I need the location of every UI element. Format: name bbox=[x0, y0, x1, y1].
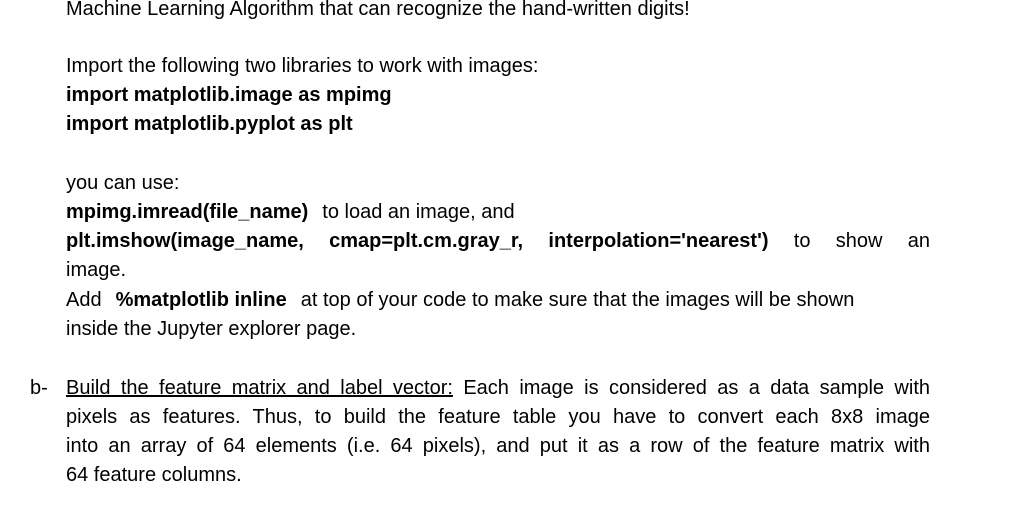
item-b-marker: b- bbox=[30, 377, 48, 399]
imread-desc: to load an image, and bbox=[322, 201, 515, 223]
item-b-heading: Build the feature matrix and label vector: bbox=[66, 377, 453, 399]
imshow-code: plt.imshow(image_name, cmap=plt.cm.gray_r, interpolation='nearest') bbox=[66, 230, 769, 252]
item-b-line1-rest: Each image is considered as a data sample with bbox=[463, 377, 930, 399]
import-line-plt: import matplotlib.pyplot as plt bbox=[66, 113, 353, 135]
magic-code: %matplotlib inline bbox=[115, 289, 287, 311]
you-can-use: you can use: bbox=[66, 172, 180, 194]
item-b-line-2: pixels as features. Thus, to build the feature table you have to convert each 8x8 image bbox=[66, 406, 930, 428]
imshow-desc: to show an bbox=[793, 230, 930, 252]
imread-line bbox=[66, 198, 515, 227]
import-intro: Import the following two libraries to work with images: bbox=[66, 55, 539, 77]
imshow-desc-cont: image. bbox=[66, 259, 127, 281]
add-magic-line bbox=[66, 286, 854, 315]
item-b-line-3: into an array of 64 elements (i.e. 64 pixels), and put it as a row of the feature matrix with bbox=[66, 435, 930, 457]
add-suffix: at top of your code to make sure that the images will be shown bbox=[300, 289, 855, 311]
import-line-mpimg: import matplotlib.image as mpimg bbox=[66, 84, 392, 106]
item-b-line-1 bbox=[66, 374, 930, 403]
top-line: Machine Learning Algorithm that can recognize the hand-written digits! bbox=[66, 0, 690, 20]
add-prefix: Add bbox=[66, 289, 102, 311]
item-b-line-4: 64 feature columns. bbox=[66, 464, 242, 486]
imread-code: mpimg.imread(file_name) bbox=[66, 201, 309, 223]
add-suffix-cont: inside the Jupyter explorer page. bbox=[66, 318, 357, 340]
imshow-line bbox=[66, 227, 930, 256]
